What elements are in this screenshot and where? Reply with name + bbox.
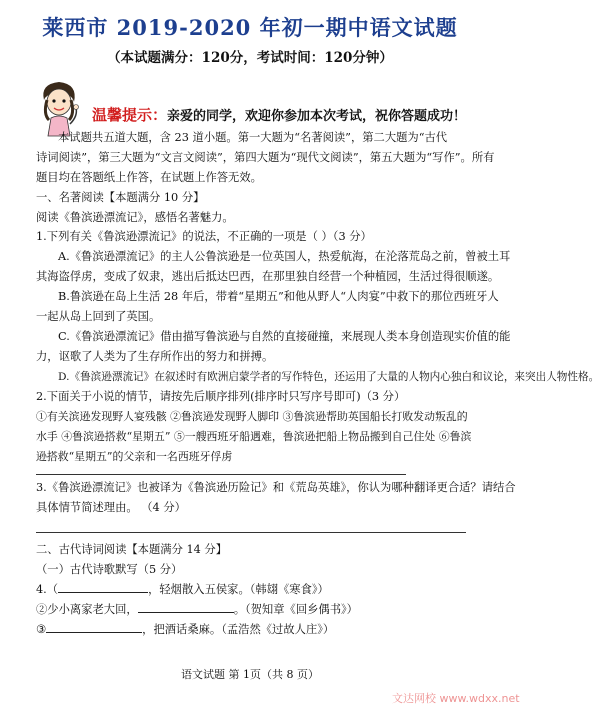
q3-stem-cont: 具体情节简述理由。 （4 分） [36, 501, 186, 514]
q1-option-d: D.《鲁滨逊漂流记》在叙述时有欧洲启蒙学者的写作特色，还运用了大量的人物内心独白和议论，来突出人物性格。 [58, 371, 599, 383]
q1-option-b: B.鲁滨逊在岛上生活 28 年后，带着“星期五”和他从野人“人肉宴”中救下的那位西班牙人 [58, 290, 499, 303]
q1-option-b-cont: 一起从岛上回到了英国。 [36, 310, 161, 323]
q3-stem: 3.《鲁滨逊漂流记》也被译为《鲁滨逊历险记》和《荒岛英雄》，你认为哪种翻译更合适？请结合 [36, 481, 516, 494]
fill-blank-item: ②少小离家老大回， 。（贺知章《回乡偶书》） [36, 603, 358, 616]
page-title: 莱西市 2019-2020 年初一期中语文试题 [42, 15, 458, 40]
section2-heading: 二、古代诗词阅读【本题满分 14 分】 [36, 543, 228, 556]
q2-events-line: 逊搭救“星期五”的父亲和一名西班牙俘虏 [36, 450, 233, 463]
tip-label: 温馨提示： [92, 106, 168, 124]
q2-events-line: 水手 ④鲁滨逊搭救“星期五” ⑤一艘西班牙船遇难，鲁滨逊把船上物品搬到自己住处 ⑥鲁滨 [36, 430, 472, 443]
q1-option-c-cont: 力，讴歌了人类为了生存所作出的努力和拼搏。 [36, 350, 274, 363]
section2-sub: （一）古代诗歌默写（5 分） [36, 563, 183, 576]
q1-option-a: A.《鲁滨逊漂流记》的主人公鲁滨逊是一位英国人，热爱航海，在沦落荒岛之前，曾被土耳 [58, 250, 511, 263]
q1-stem: 1.下列有关《鲁滨逊漂流记》的说法，不正确的一项是（ ）（3 分） [36, 230, 372, 243]
q2-stem: 2.下面关于小说的情节，请按先后顺序排列(排序时只写序号即可)（3 分） [36, 390, 406, 403]
answer-line [36, 532, 466, 533]
page-footer: 语文试题 第 1页（共 8 页） [181, 668, 319, 681]
tip-row [92, 104, 466, 125]
intro-line: 题目均在答题纸上作答，在试题上作答无效。 [36, 171, 262, 184]
q1-option-c: C.《鲁滨逊漂流记》借由描写鲁滨逊与自然的直接碰撞，来展现人类本身创造现实价值的能 [58, 330, 511, 343]
fill-blank-item: 4.（ ，轻烟散入五侯家。（韩翃《寒食》） [36, 583, 329, 596]
fill-blank-item: ③ ，把酒话桑麻。（孟浩然《过故人庄》） [36, 623, 335, 636]
q1-option-a-cont: 其海盗俘虏，变成了奴隶，逃出后抵达巴西，在那里独自经营一个种植园，生活过得很顺遂。 [36, 270, 500, 283]
section1-heading: 一、名著阅读【本题满分 10 分】 [36, 191, 205, 204]
q2-events-line: ①有关滨逊发现野人宴残骸 ②鲁滨逊发现野人脚印 ③鲁滨逊帮助英国船长打败发动叛乱的 [36, 410, 468, 423]
intro-line: 本试题共五道大题，含 23 道小题。第一大题为“名著阅读”，第二大题为“古代 [58, 131, 448, 144]
section1-lead: 阅读《鲁滨逊漂流记》，感悟名著魅力。 [36, 211, 234, 224]
blank-line [138, 602, 234, 613]
intro-line: 诗词阅读”，第三大题为“文言文阅读”，第四大题为“现代文阅读”，第五大题为“写作”。所有 [36, 151, 495, 164]
tip-text: 亲爱的同学，欢迎你参加本次考试，祝你答题成功！ [167, 109, 467, 124]
answer-line [36, 474, 406, 475]
blank-line [58, 582, 148, 593]
cartoon-girl-icon [34, 74, 84, 136]
exam-info: （本试题满分：120分，考试时间：120分钟） [107, 50, 393, 66]
blank-line [46, 622, 142, 633]
watermark: 文达网校 www.wdxx.net [392, 692, 520, 705]
